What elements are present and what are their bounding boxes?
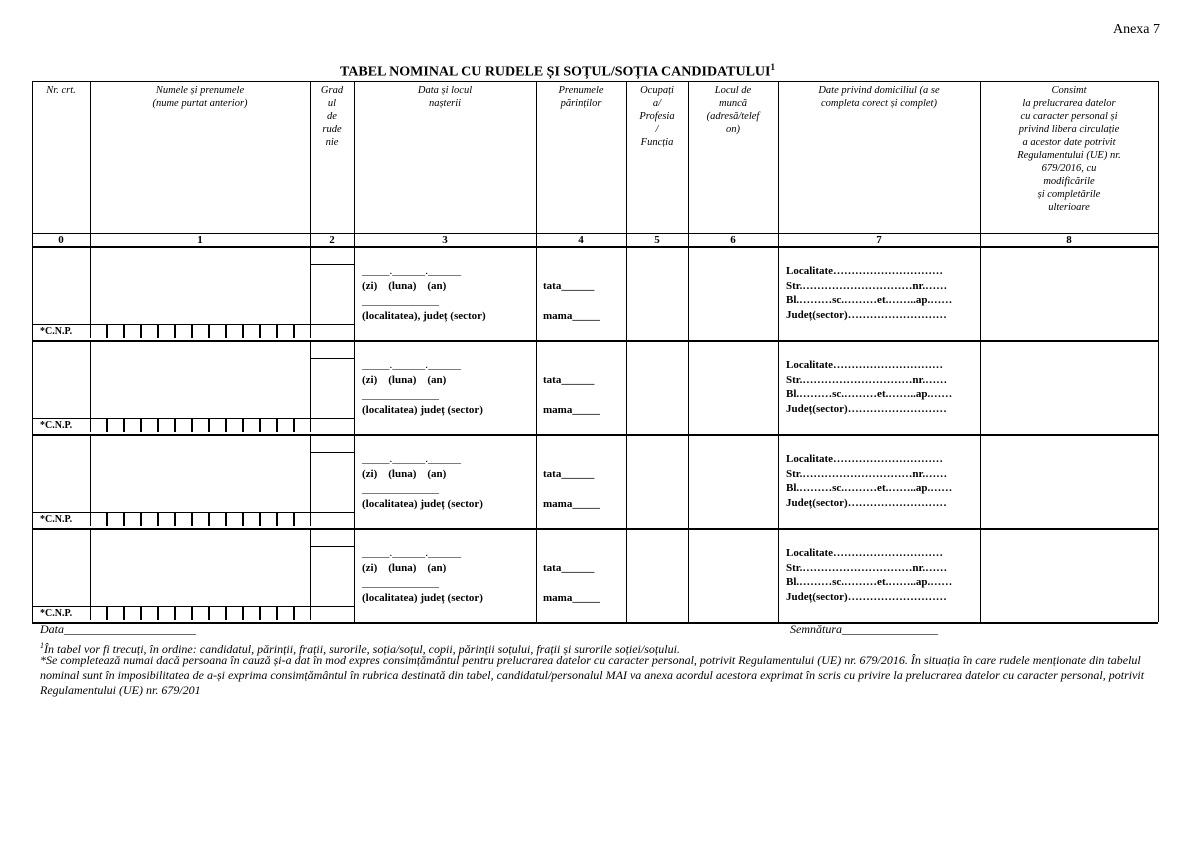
row-separator xyxy=(32,528,1158,530)
cnp-digit-cell[interactable] xyxy=(243,607,260,620)
signature-field: Semnătura________________ xyxy=(790,622,938,636)
column-rule xyxy=(32,434,33,528)
cnp-digit-cell[interactable] xyxy=(141,607,158,620)
column-rule-header-1 xyxy=(90,81,91,246)
birth-date-parts: (zi) (luna) (an) xyxy=(362,468,447,480)
column-rule-header-2 xyxy=(310,81,311,246)
birth-place-blank: ______________ xyxy=(362,295,439,307)
cnp-digit-cell[interactable] xyxy=(243,513,260,526)
column-rule xyxy=(32,528,33,622)
cnp-digit-cell[interactable] xyxy=(226,419,243,432)
row-separator xyxy=(32,434,1158,436)
cnp-digit-cell[interactable] xyxy=(141,325,158,338)
cnp-digit-cell[interactable] xyxy=(226,513,243,526)
degree-bracket xyxy=(310,264,354,265)
column-rule-header-5 xyxy=(626,81,627,246)
cnp-digit-cell[interactable] xyxy=(294,513,311,526)
header-parents: Prenumele părinților xyxy=(558,85,604,109)
domicile-block: Bl.………sc.………et.……..ap.…… xyxy=(786,576,953,588)
mother-name-field: mama_____ xyxy=(543,592,600,604)
column-rule xyxy=(90,340,91,418)
cnp-digit-cell[interactable] xyxy=(226,607,243,620)
cnp-label: *C.N.P. xyxy=(40,420,73,431)
column-rule xyxy=(688,434,689,528)
birth-date-blanks: _____.______.______ xyxy=(362,359,461,371)
column-number-0: 0 xyxy=(58,234,64,246)
column-rule xyxy=(32,340,33,434)
column-rule xyxy=(626,434,627,528)
domicile-street: Str.…………………………nr.…… xyxy=(786,562,948,574)
column-rule xyxy=(626,528,627,622)
column-number-2: 2 xyxy=(329,234,335,246)
row-separator xyxy=(32,340,1158,342)
column-rule xyxy=(90,528,91,606)
cnp-digit-cell[interactable] xyxy=(107,325,124,338)
column-rule xyxy=(354,246,355,340)
column-rule xyxy=(688,340,689,434)
degree-bracket xyxy=(310,546,354,547)
column-rule xyxy=(354,528,355,622)
cnp-digit-cell[interactable] xyxy=(107,419,124,432)
column-rule-header-3 xyxy=(354,81,355,246)
cnp-digit-cell[interactable] xyxy=(209,419,226,432)
footnote-1-mark: 1 xyxy=(40,641,44,650)
domicile-block: Bl.………sc.………et.……..ap.…… xyxy=(786,388,953,400)
column-rule xyxy=(354,340,355,434)
cnp-digit-cell[interactable] xyxy=(277,419,294,432)
cnp-label: *C.N.P. xyxy=(40,326,73,337)
column-rule xyxy=(536,434,537,528)
domicile-county: Județ(sector)……………………… xyxy=(786,309,947,321)
cnp-digit-cell[interactable] xyxy=(192,513,209,526)
father-name-field: tata______ xyxy=(543,374,595,386)
cnp-digit-cell[interactable] xyxy=(124,513,141,526)
column-rule-header-8 xyxy=(980,81,981,246)
cnp-digit-cell[interactable] xyxy=(107,607,124,620)
birth-date-blanks: _____.______.______ xyxy=(362,265,461,277)
birth-place-blank: ______________ xyxy=(362,389,439,401)
column-rule xyxy=(626,340,627,434)
domicile-block: Bl.………sc.………et.……..ap.…… xyxy=(786,294,953,306)
cnp-digit-cell[interactable] xyxy=(158,513,175,526)
domicile-locality: Localitate………………………… xyxy=(786,547,944,559)
domicile-locality: Localitate………………………… xyxy=(786,265,944,277)
column-rule xyxy=(354,434,355,528)
column-rule xyxy=(536,340,537,434)
column-rule-header-4 xyxy=(536,81,537,246)
footnote-cnp: *Se completează numai dacă persoana în cauză și-a dat în mod expres consimțământul pentru prelucrarea datelor cu caracter personal, potrivit Regulamentului (UE) nr. 679/2016. În situația în care rudele menționate din tabelul nominal sunt în imposibilitatea de a-și exprima consimțământul în rubrica destinată din tabel, candidatul/personalul MAI va anexa acordul acestora exprimat în scris cu privire la prelucrarea datelor cu caracter personal, potrivit Regulamentului (UE) nr. 679/201 xyxy=(40,653,1145,697)
column-rule xyxy=(778,340,779,434)
title-text: TABEL NOMINAL CU RUDELE ȘI SOȚUL/SOȚIA CANDIDATULUI xyxy=(340,64,771,80)
column-rule xyxy=(688,528,689,622)
column-rule xyxy=(536,246,537,340)
header-degree: Grad ul de rude nie xyxy=(320,85,344,148)
cnp-digit-cell[interactable] xyxy=(209,607,226,620)
cnp-digit-cell[interactable] xyxy=(192,419,209,432)
header-consent: Consimt la prelucrarea datelor cu caracter personal și privind libera circulație a acestor date potrivit Regulamentului (UE) nr. 679/2016, cu modificările și completările ulterioare xyxy=(1017,85,1121,213)
birth-date-parts: (zi) (luna) (an) xyxy=(362,374,447,386)
column-rule-header-6 xyxy=(688,81,689,246)
column-rule xyxy=(1158,434,1159,528)
cnp-label: *C.N.P. xyxy=(40,608,73,619)
column-number-6: 6 xyxy=(730,234,736,246)
annex-label: Anexa 7 xyxy=(1112,22,1160,37)
birth-date-parts: (zi) (luna) (an) xyxy=(362,280,447,292)
cnp-digit-cell[interactable] xyxy=(260,607,277,620)
degree-bracket xyxy=(310,452,354,453)
column-number-4: 4 xyxy=(578,234,584,246)
column-rule xyxy=(536,528,537,622)
table-top-rule xyxy=(32,81,1158,82)
column-number-1: 1 xyxy=(197,234,203,246)
birth-place-label: (localitatea) județ (sector) xyxy=(362,404,483,416)
father-name-field: tata______ xyxy=(543,562,595,574)
column-rule xyxy=(310,434,311,512)
birth-place-blank: ______________ xyxy=(362,577,439,589)
father-name-field: tata______ xyxy=(543,280,595,292)
cnp-digit-cell[interactable] xyxy=(158,607,175,620)
title-footnote-mark: 1 xyxy=(770,62,775,72)
column-rule xyxy=(1158,246,1159,340)
column-rule xyxy=(310,246,311,324)
cnp-digit-cell[interactable] xyxy=(209,513,226,526)
cnp-digit-cell[interactable] xyxy=(277,325,294,338)
father-name-field: tata______ xyxy=(543,468,595,480)
degree-bracket xyxy=(310,358,354,359)
column-rule xyxy=(778,434,779,528)
birth-date-blanks: _____.______.______ xyxy=(362,547,461,559)
birth-place-blank: ______________ xyxy=(362,483,439,495)
cnp-digit-cell[interactable] xyxy=(175,419,192,432)
column-rule xyxy=(310,528,311,606)
cnp-digit-cell[interactable] xyxy=(192,607,209,620)
column-rule xyxy=(980,528,981,622)
domicile-county: Județ(sector)……………………… xyxy=(786,497,947,509)
header-workplace: Locul de muncă (adresă/telef on) xyxy=(706,85,760,135)
column-rule xyxy=(1158,340,1159,434)
column-rule xyxy=(90,246,91,324)
cnp-digit-cell[interactable] xyxy=(294,419,311,432)
cnp-digit-cell[interactable] xyxy=(107,513,124,526)
cnp-digit-cell[interactable] xyxy=(260,325,277,338)
footnote-1-text: În tabel vor fi trecuți, în ordine: candidatul, părinții, frații, surorile, soția/soțul, copii, părinții soțului, frații și surorile soției/soțului. xyxy=(44,642,680,656)
cnp-digit-cell[interactable] xyxy=(158,419,175,432)
column-number-7: 7 xyxy=(876,234,882,246)
column-rule xyxy=(778,246,779,340)
cnp-digit-cell[interactable] xyxy=(124,325,141,338)
column-rule xyxy=(32,246,33,340)
column-rule xyxy=(688,246,689,340)
footer-date-signature xyxy=(40,622,1160,637)
cnp-digit-cell[interactable] xyxy=(175,513,192,526)
mother-name-field: mama_____ xyxy=(543,404,600,416)
cnp-digit-cell[interactable] xyxy=(192,325,209,338)
domicile-county: Județ(sector)……………………… xyxy=(786,403,947,415)
domicile-block: Bl.………sc.………et.……..ap.…… xyxy=(786,482,953,494)
cnp-digit-cell[interactable] xyxy=(277,513,294,526)
cnp-digit-cell[interactable] xyxy=(243,419,260,432)
birth-place-label: (localitatea), județ (sector) xyxy=(362,310,486,322)
cnp-digit-cell[interactable] xyxy=(175,607,192,620)
column-rule xyxy=(980,246,981,340)
column-rule xyxy=(980,340,981,434)
cnp-digit-cell[interactable] xyxy=(277,607,294,620)
cnp-digit-cell[interactable] xyxy=(124,419,141,432)
column-rule-header-0 xyxy=(32,81,33,246)
cnp-label: *C.N.P. xyxy=(40,514,73,525)
domicile-county: Județ(sector)……………………… xyxy=(786,591,947,603)
document-title xyxy=(340,62,775,81)
column-number-8: 8 xyxy=(1066,234,1072,246)
domicile-locality: Localitate………………………… xyxy=(786,453,944,465)
column-rule xyxy=(980,434,981,528)
date-field: Data______________________ xyxy=(40,622,196,636)
column-rule xyxy=(310,340,311,418)
cnp-digit-cell[interactable] xyxy=(158,325,175,338)
domicile-street: Str.…………………………nr.…… xyxy=(786,374,948,386)
header-nr-crt: Nr. crt. xyxy=(46,85,76,96)
cnp-digit-cell[interactable] xyxy=(294,325,311,338)
column-rule xyxy=(90,434,91,512)
cnp-digit-cell[interactable] xyxy=(90,607,107,620)
birth-date-parts: (zi) (luna) (an) xyxy=(362,562,447,574)
domicile-locality: Localitate………………………… xyxy=(786,359,944,371)
cnp-digit-cell[interactable] xyxy=(260,419,277,432)
column-numbers-rule xyxy=(32,246,1158,248)
column-rule xyxy=(778,528,779,622)
birth-date-blanks: _____.______.______ xyxy=(362,453,461,465)
column-number-3: 3 xyxy=(442,234,448,246)
cnp-digit-cell[interactable] xyxy=(294,607,311,620)
cnp-digit-cell[interactable] xyxy=(90,513,107,526)
birth-place-label: (localitatea) județ (sector) xyxy=(362,498,483,510)
header-name: Numele și prenumele (nume purtat anterior) xyxy=(152,85,248,109)
cnp-digit-cell[interactable] xyxy=(243,325,260,338)
birth-place-label: (localitatea) județ (sector) xyxy=(362,592,483,604)
column-rule-header-7 xyxy=(778,81,779,246)
cnp-digit-cell[interactable] xyxy=(226,325,243,338)
column-rule xyxy=(626,246,627,340)
cnp-digit-cell[interactable] xyxy=(90,419,107,432)
cnp-digit-cell[interactable] xyxy=(90,325,107,338)
cnp-digit-cell[interactable] xyxy=(175,325,192,338)
mother-name-field: mama_____ xyxy=(543,498,600,510)
header-occupation: Ocupați a/ Profesia / Funcția xyxy=(639,85,675,148)
cnp-digit-cell[interactable] xyxy=(124,607,141,620)
column-rule xyxy=(1158,528,1159,622)
cnp-digit-cell[interactable] xyxy=(141,419,158,432)
column-number-5: 5 xyxy=(654,234,660,246)
mother-name-field: mama_____ xyxy=(543,310,600,322)
header-birth: Data și locul nașterii xyxy=(417,85,473,109)
header-domicile: Date privind domiciliul (a se completa corect și complet) xyxy=(818,85,940,109)
domicile-street: Str.…………………………nr.…… xyxy=(786,468,948,480)
domicile-street: Str.…………………………nr.…… xyxy=(786,280,948,292)
cnp-digit-cell[interactable] xyxy=(209,325,226,338)
cnp-digit-cell[interactable] xyxy=(141,513,158,526)
cnp-digit-cell[interactable] xyxy=(260,513,277,526)
column-rule-header-9 xyxy=(1158,81,1159,246)
